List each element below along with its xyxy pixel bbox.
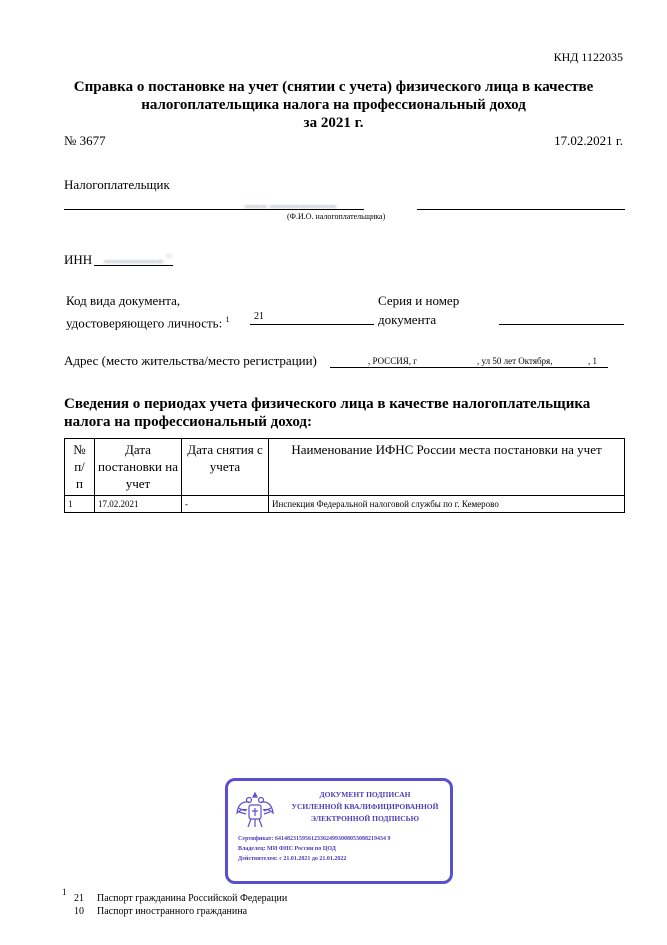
col-number: № п/п	[65, 439, 95, 496]
stamp-line-3: ЭЛЕКТРОННОЙ ПОДПИСЬЮ	[310, 814, 420, 823]
address-street: , ул 50 лет Октября,	[477, 356, 553, 366]
stamp-line-1: ДОКУМЕНТ ПОДПИСАН	[319, 790, 411, 799]
taxpayer-label: Налогоплательщик	[64, 177, 170, 192]
inn-label: ИНН	[64, 252, 93, 267]
russian-eagle-emblem-icon	[234, 789, 276, 831]
cell-deregistration-date: -	[182, 496, 269, 513]
document-series-label	[378, 291, 459, 329]
table-row	[65, 496, 625, 513]
footnote-ref: 1	[225, 315, 230, 324]
footnote-text-2: Паспорт иностранного гражданина	[97, 906, 248, 917]
registration-periods-table	[64, 438, 625, 513]
document-series-line	[499, 324, 624, 325]
electronic-signature-stamp	[225, 778, 453, 884]
title-line-1: Справка о постановке на учет (снятии с учета) физического лица в качестве	[73, 79, 594, 95]
table-header-row	[65, 439, 625, 496]
document-kind-label	[66, 291, 229, 332]
document-kind-line	[250, 324, 374, 325]
address-house: , 1	[588, 356, 597, 366]
title-line-2: налогоплательщика налога на профессиональный доход	[141, 97, 526, 113]
taxpayer-name-redacted: ▁▁▁ ▁▁▁▁▁▁▁▁▁	[245, 197, 337, 207]
col-registration-date: Дата постановки на учет	[95, 439, 182, 496]
form-code: КНД 1122035	[553, 50, 623, 64]
stamp-heading	[284, 789, 446, 825]
document-number: № 3677	[64, 133, 106, 148]
address-label: Адрес (место жительства/место регистрации)	[64, 353, 317, 368]
section-title-line-2: налога на профессиональный доход:	[64, 414, 312, 430]
document-title	[40, 78, 627, 132]
footnote-text-1: Паспорт гражданина Российской Федерации	[97, 893, 288, 904]
stamp-line-2: УСИЛЕННОЙ КВАЛИФИЦИРОВАННОЙ	[291, 802, 439, 811]
inn-value-redacted: ▁▁▁▁▁▁▁▁ ¹¹	[104, 252, 173, 262]
document-kind-label-line-1: Код вида документа,	[66, 293, 181, 308]
footnote-mark: 1	[62, 887, 67, 897]
footnote-code-2: 10	[74, 906, 84, 917]
col-tax-office: Наименование ИФНС России места постановки на учет	[269, 439, 625, 496]
cell-registration-date: 17.02.2021	[95, 496, 182, 513]
section-title	[64, 395, 634, 431]
stamp-validity: Действителен: с 21.01.2021 до 21.01.2022	[238, 856, 347, 862]
document-date: 17.02.2021 г.	[554, 133, 623, 148]
stamp-certificate: Сертификат: 6414823159561233624993008053088219434 9	[238, 836, 391, 842]
taxpayer-extra-line	[417, 209, 625, 210]
document-kind-label-line-2: удостоверяющего личность:	[66, 315, 223, 331]
address-line	[330, 367, 608, 368]
document-series-label-line-1: Серия и номер	[378, 293, 460, 308]
address-country: , РОССИЯ, г	[368, 356, 417, 366]
document-series-label-line-2: документа	[378, 312, 437, 327]
document-kind-code: 21	[254, 311, 264, 322]
section-title-line-1: Сведения о периодах учета физического лица в качестве налогоплательщика	[64, 396, 591, 412]
inn-line	[94, 265, 173, 266]
cell-tax-office: Инспекция Федеральной налоговой службы по г. Кемерово	[269, 496, 625, 513]
taxpayer-name-caption: (Ф.И.О. налогоплательщика)	[287, 212, 386, 221]
stamp-owner: Владелец: МИ ФНС России по ЦОД	[238, 846, 336, 852]
footnote-code-1: 21	[74, 893, 84, 904]
col-deregistration-date: Дата снятия с учета	[182, 439, 269, 496]
taxpayer-name-line	[64, 209, 364, 210]
title-year: за 2021 г.	[303, 115, 364, 131]
cell-number: 1	[65, 496, 95, 513]
stamp-details	[238, 834, 446, 864]
